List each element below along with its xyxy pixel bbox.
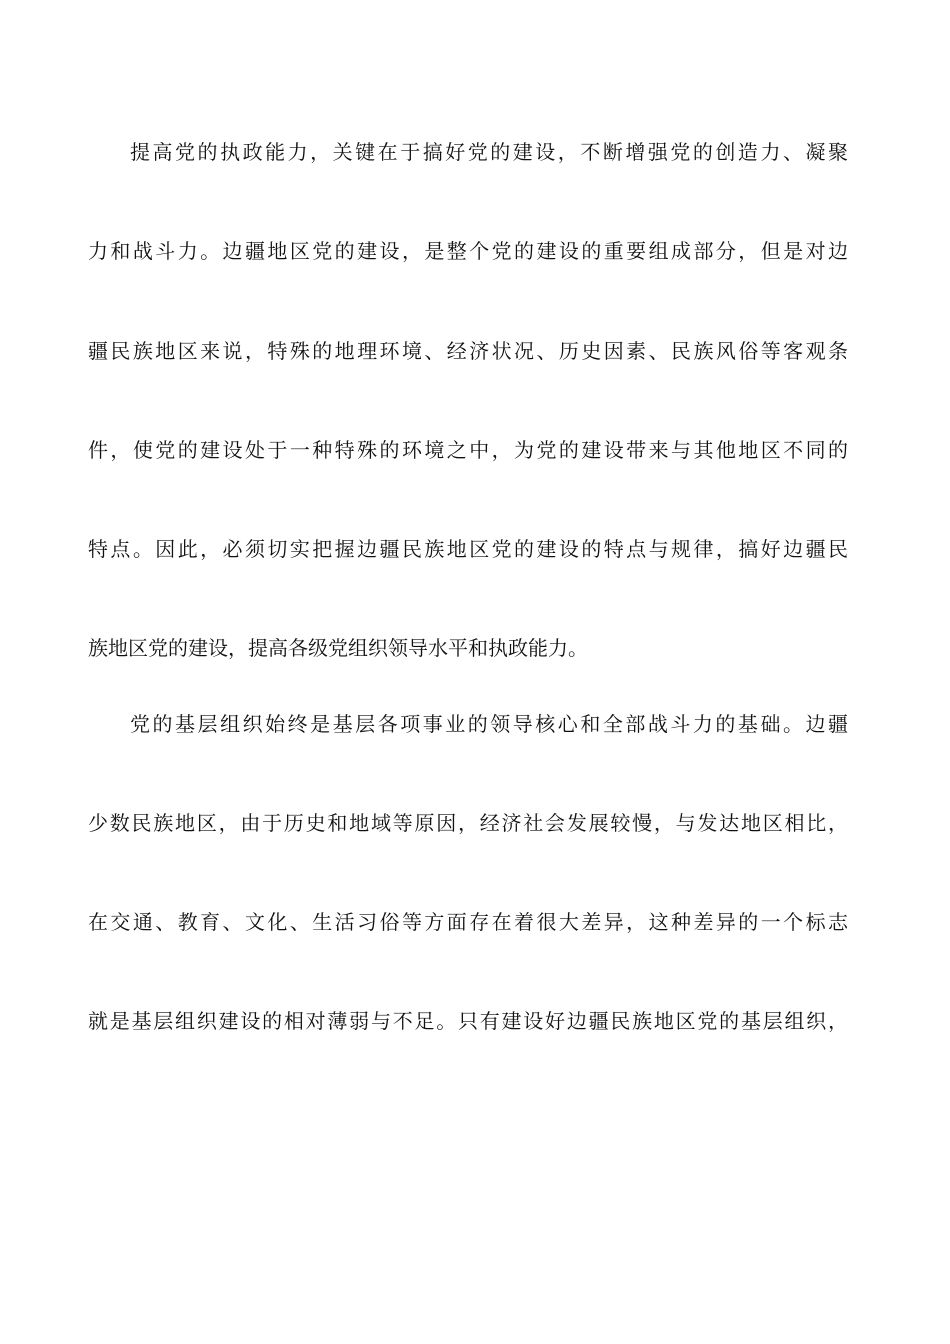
text-line: 党的基层组织始终是基层各项事业的领导核心和全部战斗力的基础。边疆: [130, 712, 848, 736]
text-line: 力和战斗力。边疆地区党的建设，是整个党的建设的重要组成部分，但是对边: [88, 239, 848, 263]
text-line: 在交通、教育、文化、生活习俗等方面存在着很大差异，这种差异的一个标志: [88, 910, 848, 934]
text-line: 少数民族地区，由于历史和地域等原因，经济社会发展较慢，与发达地区相比，: [88, 811, 848, 835]
text-line: 件，使党的建设处于一种特殊的环境之中，为党的建设带来与其他地区不同的: [88, 438, 848, 462]
text-line: 提高党的执政能力，关键在于搞好党的建设，不断增强党的创造力、凝聚: [130, 140, 848, 164]
text-line: 族地区党的建设，提高各级党组织领导水平和执政能力。: [88, 636, 588, 660]
text-line: 特点。因此，必须切实把握边疆民族地区党的建设的特点与规律，搞好边疆民: [88, 537, 848, 561]
text-line: 就是基层组织建设的相对薄弱与不足。只有建设好边疆民族地区党的基层组织，: [88, 1009, 848, 1033]
text-line: 疆民族地区来说，特殊的地理环境、经济状况、历史因素、民族风俗等客观条: [88, 339, 848, 363]
